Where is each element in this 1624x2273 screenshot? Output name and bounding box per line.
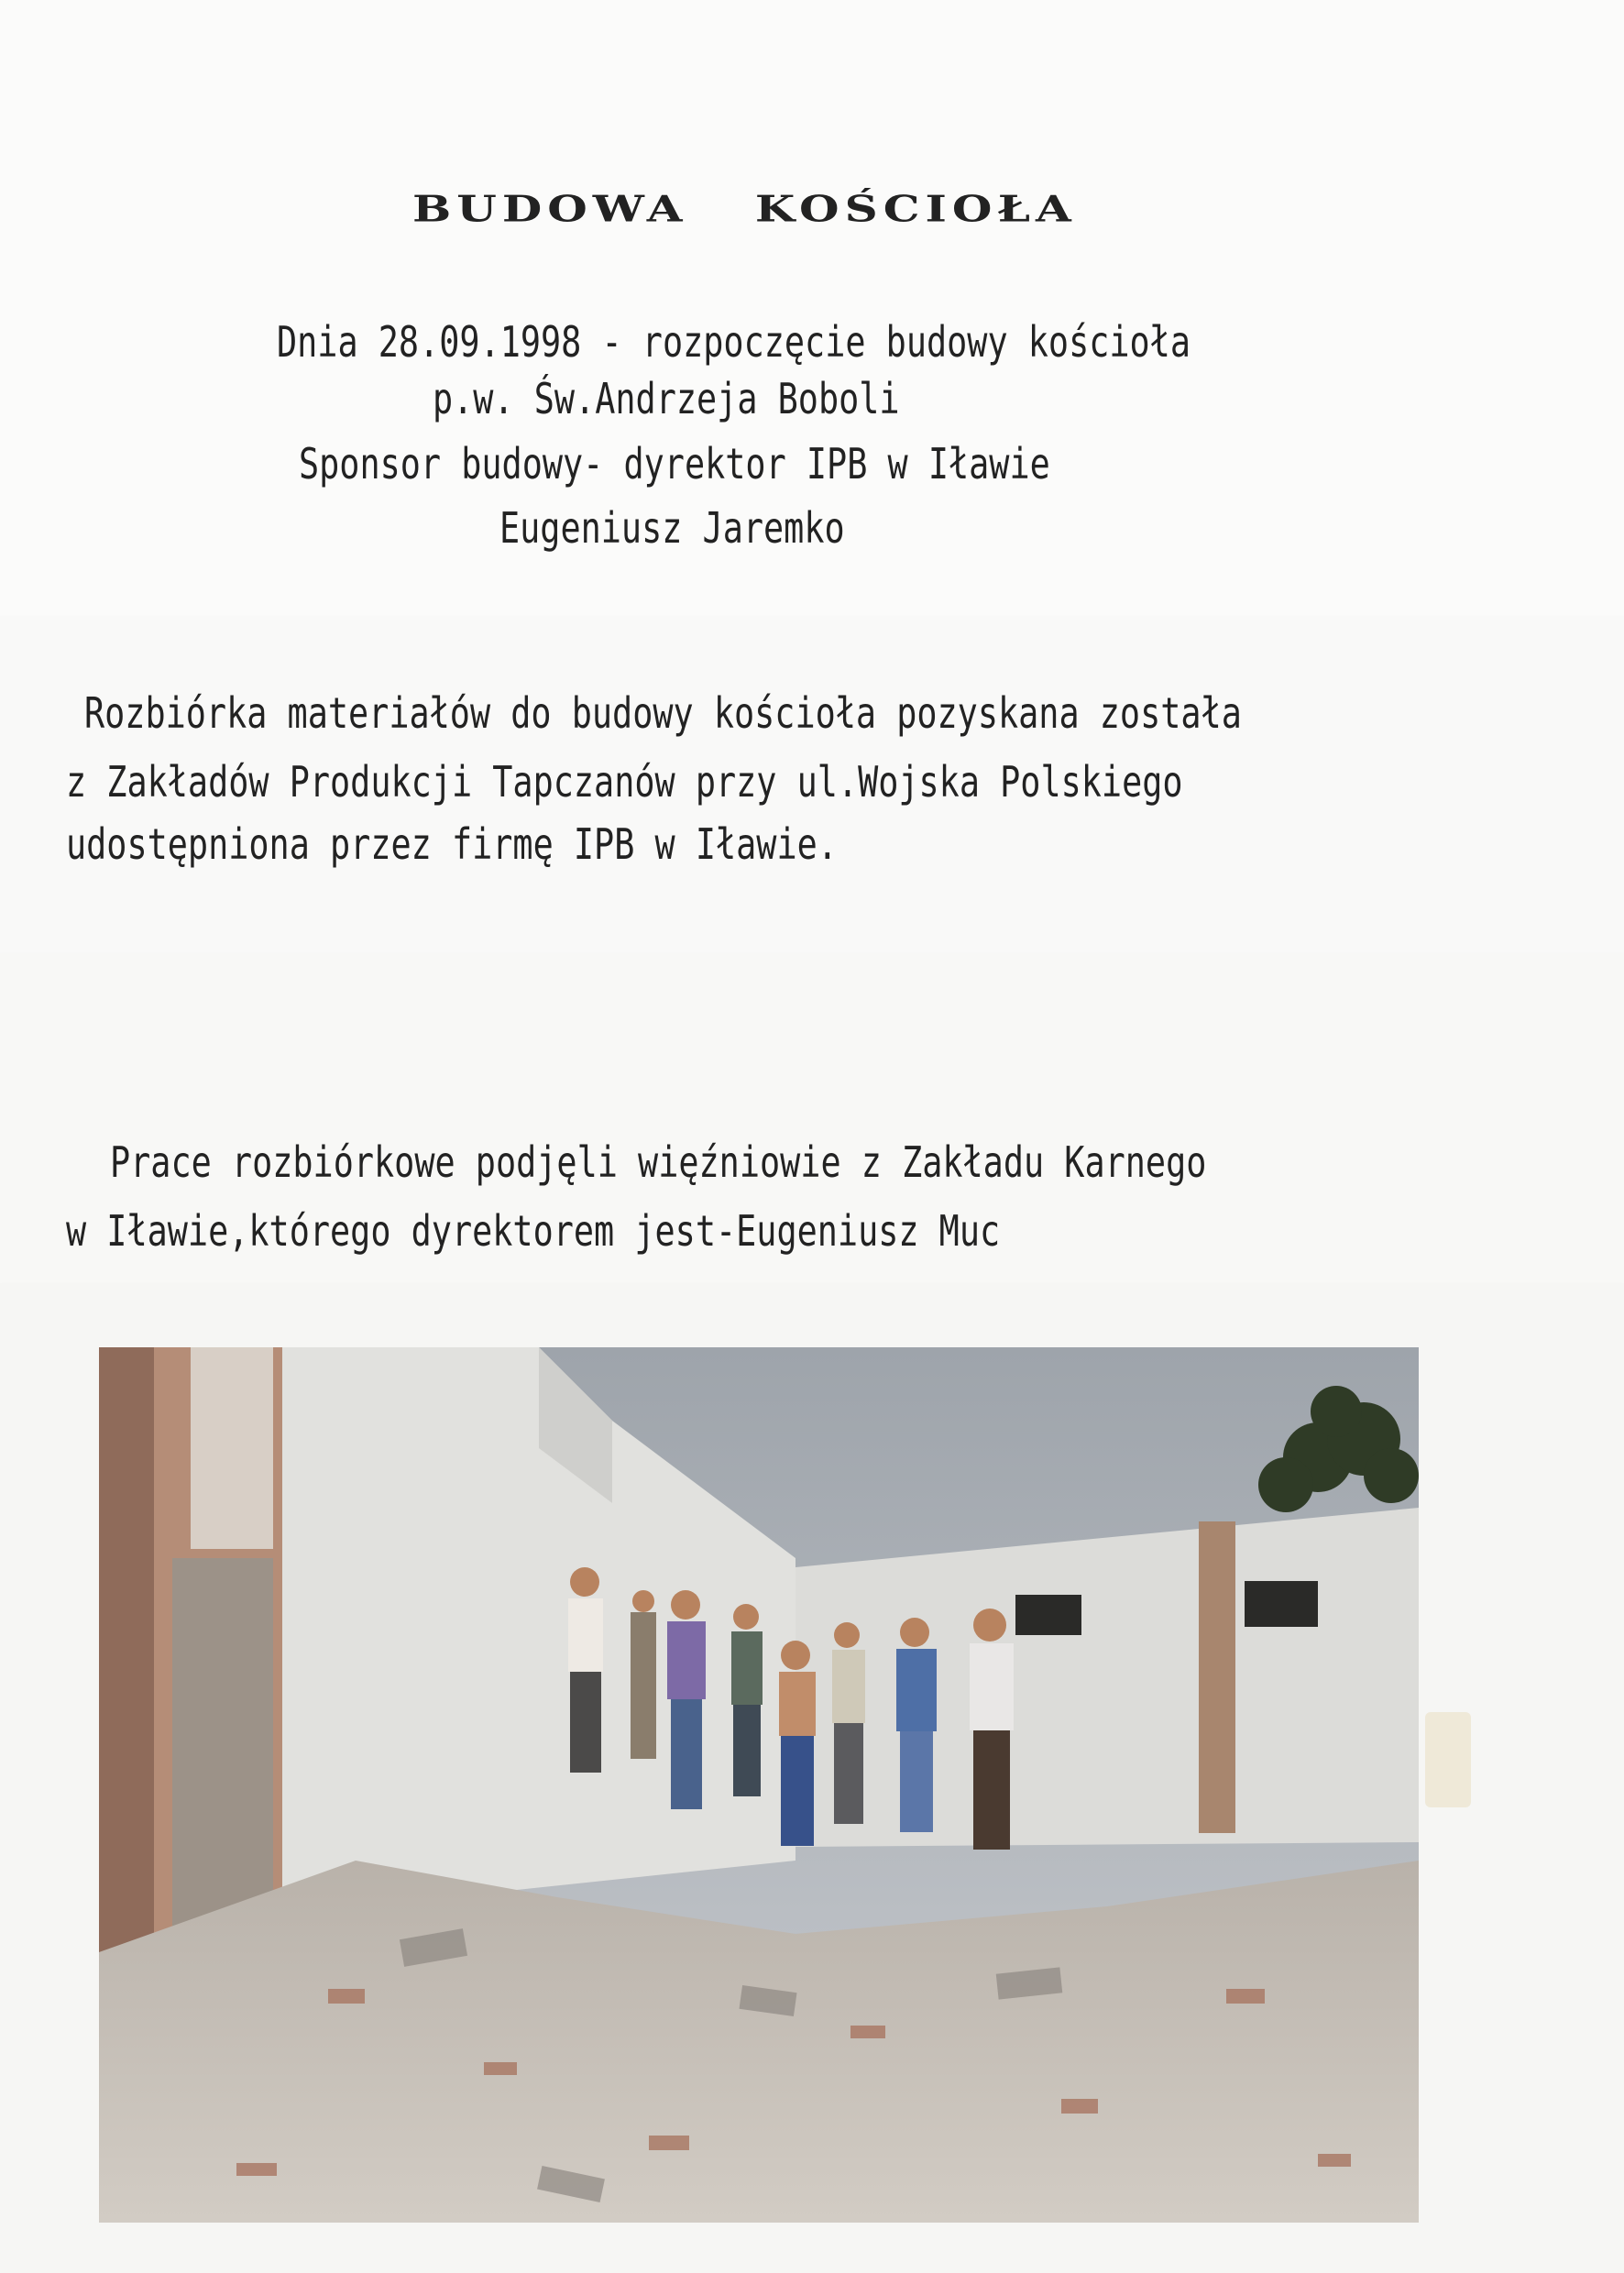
photo-corner-tab [1425,1712,1471,1807]
demolition-site-photo [99,1347,1419,2223]
workers-line-1: Prace rozbiórkowe podjęli więźniowie z Zakładu Karnego [110,1137,1207,1187]
intro-line-patron: p.w. Św.Andrzeja Boboli [433,374,900,423]
intro-line-sponsor: Sponsor budowy- dyrektor IPB w Iławie [299,439,1050,489]
intro-line-sponsor-name: Eugeniusz Jaremko [499,503,845,553]
demolition-line-2: z Zakładów Produkcji Tapczanów przy ul.Wojska Polskiego [66,757,1183,807]
workers-line-2: w Iławie,którego dyrektorem jest-Eugeniusz Muc [66,1206,1001,1256]
intro-line-date: Dnia 28.09.1998 - rozpoczęcie budowy kościoła [277,317,1191,367]
page-title: BUDOWA KOŚCIOŁA [412,188,1077,231]
demolition-line-1: Rozbiórka materiałów do budowy kościoła pozyskana została [84,688,1242,738]
demolition-line-3: udostępniona przez firmę IPB w Iławie. [66,819,838,869]
